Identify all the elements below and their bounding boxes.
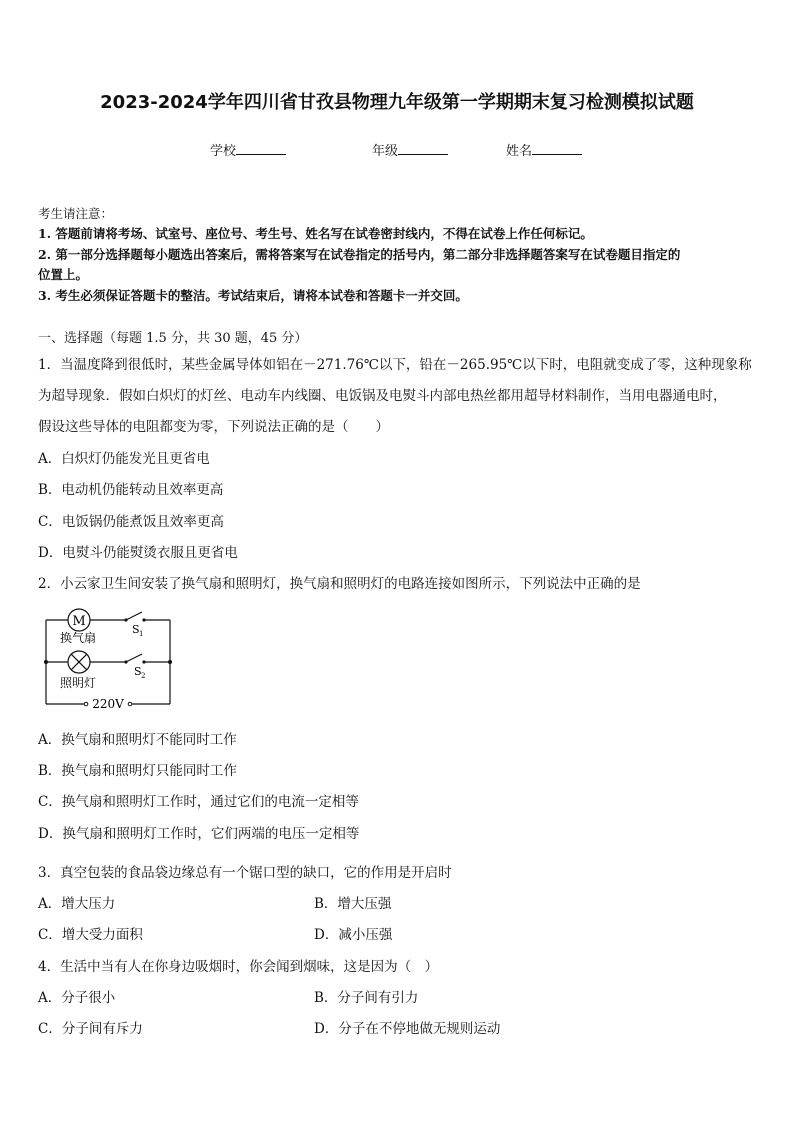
q3-option-b: B．增大压强 <box>314 896 392 912</box>
q1-option-b: B．电动机仍能转动且效率更高 <box>38 482 224 498</box>
fan-label: 换气扇 <box>60 631 97 645</box>
grade-field <box>372 140 448 159</box>
exam-title: 2023-2024学年四川省甘孜县物理九年级第一学期期末复习检测模拟试题 <box>100 92 694 113</box>
q4-option-d: D．分子在不停地做无规则运动 <box>314 1021 501 1037</box>
q2-option-c: C．换气扇和照明灯工作时，通过它们的电流一定相等 <box>38 794 359 810</box>
q4-option-c: C．分子间有斥力 <box>38 1021 143 1037</box>
lamp-label: 照明灯 <box>60 676 97 690</box>
q1-option-a: A．白炽灯仍能发光且更省电 <box>38 451 210 467</box>
notice-item: 1. 答题前请将考场、试室号、座位号、考生号、姓名写在试卷密封线内，不得在试卷上作任何标记。 <box>38 226 593 241</box>
q1-option-d: D．电熨斗仍能熨烫衣服且更省电 <box>38 545 238 561</box>
notice-item: 3. 考生必须保证答题卡的整洁。考试结束后，请将本试卷和答题卡一并交回。 <box>38 288 468 303</box>
q1-option-c: C．电饭锅仍能煮饭且效率更高 <box>38 514 224 530</box>
grade-label: 年级 <box>372 144 399 159</box>
q3-option-d: D．减小压强 <box>314 927 393 943</box>
school-blank <box>236 142 286 155</box>
switch-s1-label: S <box>132 623 140 636</box>
q3-option-c: C．增大受力面积 <box>38 927 143 943</box>
switch-s1-subscript: 1 <box>139 630 144 638</box>
q2-option-a: A．换气扇和照明灯不能同时工作 <box>38 732 237 748</box>
name-field <box>506 140 582 159</box>
q2-option-d: D．换气扇和照明灯工作时，它们两端的电压一定相等 <box>38 826 360 842</box>
switch-s2-subscript: 2 <box>141 672 146 680</box>
q3-stem: 3．真空包装的食品袋边缘总有一个锯口型的缺口，它的作用是开启时 <box>38 865 452 881</box>
q2-stem: 2．小云家卫生间安装了换气扇和照明灯，换气扇和照明灯的电路连接如图所示，下列说法中正确的是 <box>38 576 641 592</box>
name-label: 姓名 <box>506 144 533 159</box>
notice-item: 2. 第一部分选择题每小题选出答案后，需将答案写在试卷指定的括号内，第二部分非选择题答案写在试卷题目指定的 <box>38 247 681 262</box>
q4-stem: 4．生活中当有人在你身边吸烟时，你会闻到烟味，这是因为（ ） <box>38 959 439 975</box>
q1-stem-line: 为超导现象．假如白炽灯的灯丝、电动车内线圈、电饭锅及电熨斗内部电热丝都用超导材料制作，当用电器通电时， <box>38 388 727 404</box>
grade-blank <box>398 142 448 155</box>
school-label: 学校 <box>210 144 237 159</box>
q1-stem-line: 1．当温度降到很低时，某些金属导体如铝在－271.76℃以下，铅在－265.95℃以下时，电阻就变成了零，这种现象称 <box>38 357 752 373</box>
circuit-diagram <box>38 604 178 716</box>
q4-option-a: A．分子很小 <box>38 990 116 1006</box>
notice-heading: 考生请注意： <box>38 206 114 221</box>
name-blank <box>532 142 582 155</box>
voltage-label: 220V <box>92 697 124 711</box>
motor-symbol-label: M <box>72 614 86 629</box>
school-field <box>210 140 286 159</box>
q3-option-a: A．增大压力 <box>38 896 116 912</box>
switch-s2-label: S <box>134 665 142 678</box>
q2-option-b: B．换气扇和照明灯只能同时工作 <box>38 763 237 779</box>
section-heading: 一、选择题（每题 1.5 分，共 30 题，45 分） <box>38 331 308 346</box>
notice-item: 位置上。 <box>38 267 89 282</box>
q1-stem-line: 假设这些导体的电阻都变为零，下列说法正确的是（ ） <box>38 419 389 435</box>
q4-option-b: B．分子间有引力 <box>314 990 419 1006</box>
